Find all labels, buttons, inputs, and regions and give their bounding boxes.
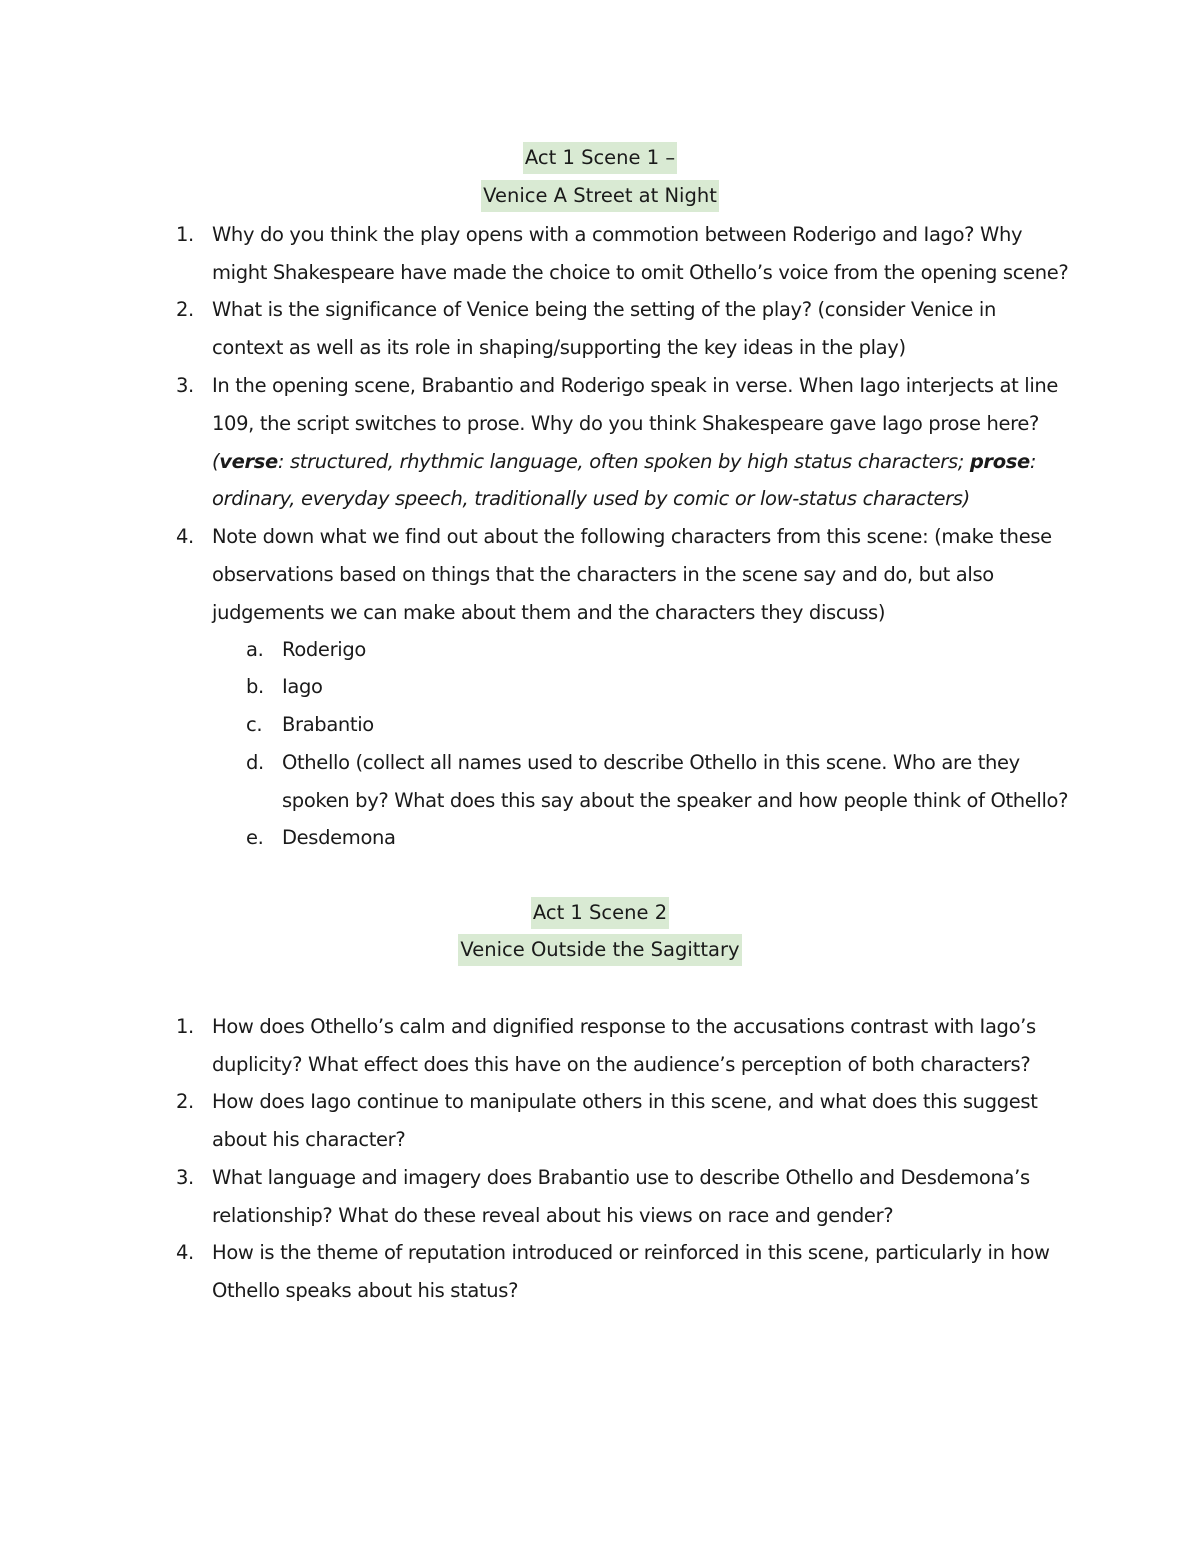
- character-letter: b.: [246, 675, 264, 698]
- prose-verse-note: [212, 450, 1036, 511]
- note-open-paren: (: [212, 449, 220, 473]
- question-number: 1.: [176, 223, 194, 246]
- scene2-title-text: Act 1 Scene 2: [531, 897, 669, 929]
- scene1-subtitle: [0, 177, 1200, 215]
- scene2-question-1: [176, 1008, 1076, 1084]
- scene2-question-3: [176, 1159, 1076, 1235]
- question-number: 1.: [176, 1015, 194, 1038]
- character-text: Desdemona: [282, 826, 396, 849]
- question-text: Why do you think the play opens with a commotion between Roderigo and Iago? Why might Shakespeare have made the choice to omit Othello’s voice from the opening scene?: [212, 223, 1069, 284]
- question-text: What language and imagery does Brabantio use to describe Othello and Desdemona’s relationship? What do these reveal about his views on race and gender?: [212, 1166, 1030, 1227]
- note-prose-definition: : ordinary, everyday speech, traditionally used by comic or low-status characters): [212, 449, 1037, 511]
- question-number: 3.: [176, 374, 194, 397]
- question-text: In the opening scene, Brabantio and Roderigo speak in verse. When Iago interjects at line 109, the script switches to prose. Why do you think Shakespeare gave Iago prose here?: [212, 374, 1059, 435]
- character-item-othello: [246, 744, 1076, 820]
- question-text: How does Iago continue to manipulate others in this scene, and what does this suggest about his character?: [212, 1090, 1038, 1151]
- question-text: Note down what we find out about the following characters from this scene: (make these observations based on things that the characters in the scene say and do, but also judgements we can make about them and the characters they discuss): [212, 525, 1052, 624]
- character-letter: e.: [246, 826, 264, 849]
- scene2-subtitle: [0, 931, 1200, 969]
- question-number: 3.: [176, 1166, 194, 1189]
- character-letter: a.: [246, 638, 264, 661]
- scene1-subtitle-text: Venice A Street at Night: [481, 180, 719, 212]
- question-number: 4.: [176, 1241, 194, 1264]
- character-item-brabantio: [246, 706, 1076, 744]
- character-item-roderigo: [246, 631, 1076, 669]
- term-verse: verse: [219, 449, 278, 473]
- character-text: Brabantio: [282, 713, 374, 736]
- question-text: What is the significance of Venice being the setting of the play? (consider Venice in context as well as its role in shaping/supporting the key ideas in the play): [212, 298, 996, 359]
- question-text: How is the theme of reputation introduced or reinforced in this scene, particularly in how Othello speaks about his status?: [212, 1241, 1050, 1302]
- scene2-question-4: [176, 1234, 1076, 1310]
- character-text: Roderigo: [282, 638, 366, 661]
- scene1-question-1: [176, 216, 1076, 292]
- question-number: 2.: [176, 298, 194, 321]
- scene2-question-2: [176, 1083, 1076, 1159]
- scene1-question-3: [176, 367, 1076, 518]
- scene1-title-text: Act 1 Scene 1 –: [523, 142, 677, 174]
- question-number: 2.: [176, 1090, 194, 1113]
- scene1-question-2: [176, 291, 1076, 367]
- scene2-subtitle-text: Venice Outside the Sagittary: [458, 934, 741, 966]
- character-text: Iago: [282, 675, 323, 698]
- scene1-question-4: [176, 518, 1076, 631]
- character-letter: d.: [246, 751, 264, 774]
- question-text-block: [212, 367, 1072, 518]
- question-text: How does Othello’s calm and dignified response to the accusations contrast with Iago’s duplicity? What effect does this have on the audience’s perception of both characters?: [212, 1015, 1036, 1076]
- note-verse-definition: : structured, rhythmic language, often spoken by high status characters;: [277, 449, 970, 473]
- scene1-title: [0, 139, 1200, 177]
- character-text: Othello (collect all names used to describe Othello in this scene. Who are they spoken by? What does this say about the speaker and how people think of Othello?: [282, 751, 1069, 812]
- term-prose: prose: [969, 449, 1030, 473]
- character-letter: c.: [246, 713, 263, 736]
- character-item-desdemona: [246, 819, 1076, 857]
- scene2-title: [0, 894, 1200, 932]
- question-number: 4.: [176, 525, 194, 548]
- character-item-iago: [246, 668, 1076, 706]
